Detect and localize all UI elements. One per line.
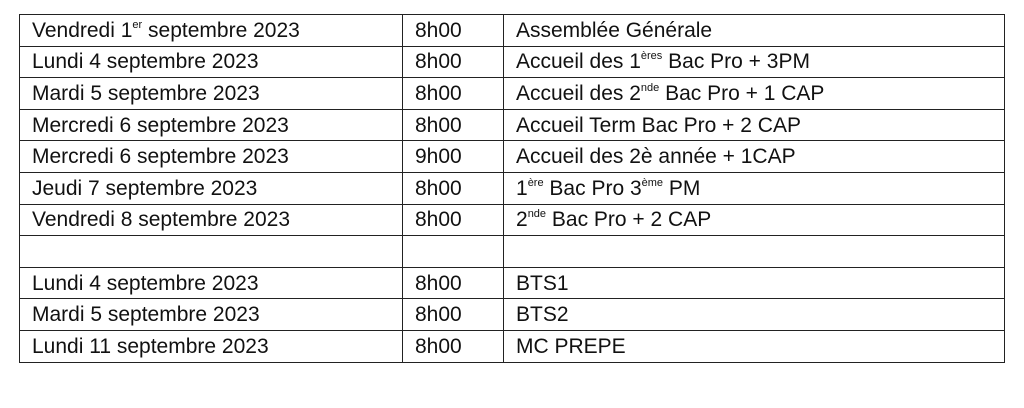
cell-text: BTS2	[516, 303, 569, 327]
cell-text: Accueil des 2	[516, 81, 641, 105]
event-cell	[504, 172, 1005, 204]
event-cell	[504, 78, 1005, 110]
cell-text: Lundi 4 septembre 2023	[32, 50, 259, 74]
table-row	[20, 109, 1005, 141]
time-cell: 8h00	[403, 299, 504, 331]
event-cell	[504, 236, 1005, 268]
event-cell	[504, 141, 1005, 173]
cell-text: Bac Pro + 1 CAP	[659, 81, 825, 105]
date-cell	[20, 15, 403, 47]
date-cell	[20, 141, 403, 173]
cell-text: MC PREPE	[516, 334, 626, 358]
cell-text: septembre 2023	[142, 18, 300, 42]
table-row	[20, 236, 1005, 268]
date-cell	[20, 78, 403, 110]
cell-text: Bac Pro 3	[543, 176, 642, 200]
time-cell: 8h00	[403, 15, 504, 47]
time-cell: 8h00	[403, 172, 504, 204]
superscript-text: nde	[527, 208, 547, 221]
date-cell	[20, 204, 403, 236]
time-cell: 8h00	[403, 46, 504, 78]
event-cell	[504, 267, 1005, 299]
date-cell	[20, 236, 403, 268]
date-cell	[20, 172, 403, 204]
time-cell: 8h00	[403, 330, 504, 362]
date-cell	[20, 109, 403, 141]
time-cell: 8h00	[403, 267, 504, 299]
table-row	[20, 15, 1005, 47]
superscript-text: ère	[527, 176, 544, 189]
time-cell: 8h00	[403, 78, 504, 110]
cell-text: BTS1	[516, 271, 569, 295]
event-cell	[504, 330, 1005, 362]
table-row	[20, 46, 1005, 78]
date-cell	[20, 330, 403, 362]
time-cell: 8h00	[403, 109, 504, 141]
cell-text: Bac Pro + 3PM	[662, 50, 810, 74]
superscript-text: er	[132, 18, 143, 31]
schedule-body	[20, 15, 1005, 363]
cell-text: Assemblée Générale	[516, 18, 713, 42]
cell-text: PM	[663, 176, 701, 200]
superscript-text: ères	[640, 50, 663, 63]
cell-text: Mercredi 6 septembre 2023	[32, 113, 289, 137]
cell-text: Vendredi 1	[32, 18, 133, 42]
time-cell: 8h00	[403, 204, 504, 236]
table-row	[20, 78, 1005, 110]
cell-text: Lundi 4 septembre 2023	[32, 271, 259, 295]
table-row	[20, 141, 1005, 173]
rentree-schedule-table	[19, 14, 1005, 363]
cell-text: Lundi 11 septembre 2023	[32, 334, 269, 358]
cell-text: Jeudi 7 septembre 2023	[32, 176, 258, 200]
event-cell	[504, 299, 1005, 331]
date-cell	[20, 46, 403, 78]
cell-text: 2	[516, 208, 528, 232]
event-cell	[504, 46, 1005, 78]
superscript-text: nde	[640, 81, 660, 94]
cell-text: Mardi 5 septembre 2023	[32, 81, 260, 105]
table-row	[20, 204, 1005, 236]
time-cell	[403, 236, 504, 268]
table-row	[20, 267, 1005, 299]
table-row	[20, 172, 1005, 204]
date-cell	[20, 299, 403, 331]
superscript-text: ème	[641, 176, 664, 189]
event-cell	[504, 15, 1005, 47]
table-row	[20, 299, 1005, 331]
event-cell	[504, 204, 1005, 236]
cell-text: Mercredi 6 septembre 2023	[32, 145, 289, 169]
time-cell: 9h00	[403, 141, 504, 173]
event-cell	[504, 109, 1005, 141]
cell-text: 1	[516, 176, 528, 200]
cell-text: Mardi 5 septembre 2023	[32, 303, 260, 327]
cell-text: Accueil Term Bac Pro + 2 CAP	[516, 113, 801, 137]
cell-text: Bac Pro + 2 CAP	[546, 208, 712, 232]
date-cell	[20, 267, 403, 299]
table-row	[20, 330, 1005, 362]
cell-text: Accueil des 2è année + 1CAP	[516, 145, 796, 169]
cell-text: Vendredi 8 septembre 2023	[32, 208, 291, 232]
cell-text: Accueil des 1	[516, 50, 641, 74]
